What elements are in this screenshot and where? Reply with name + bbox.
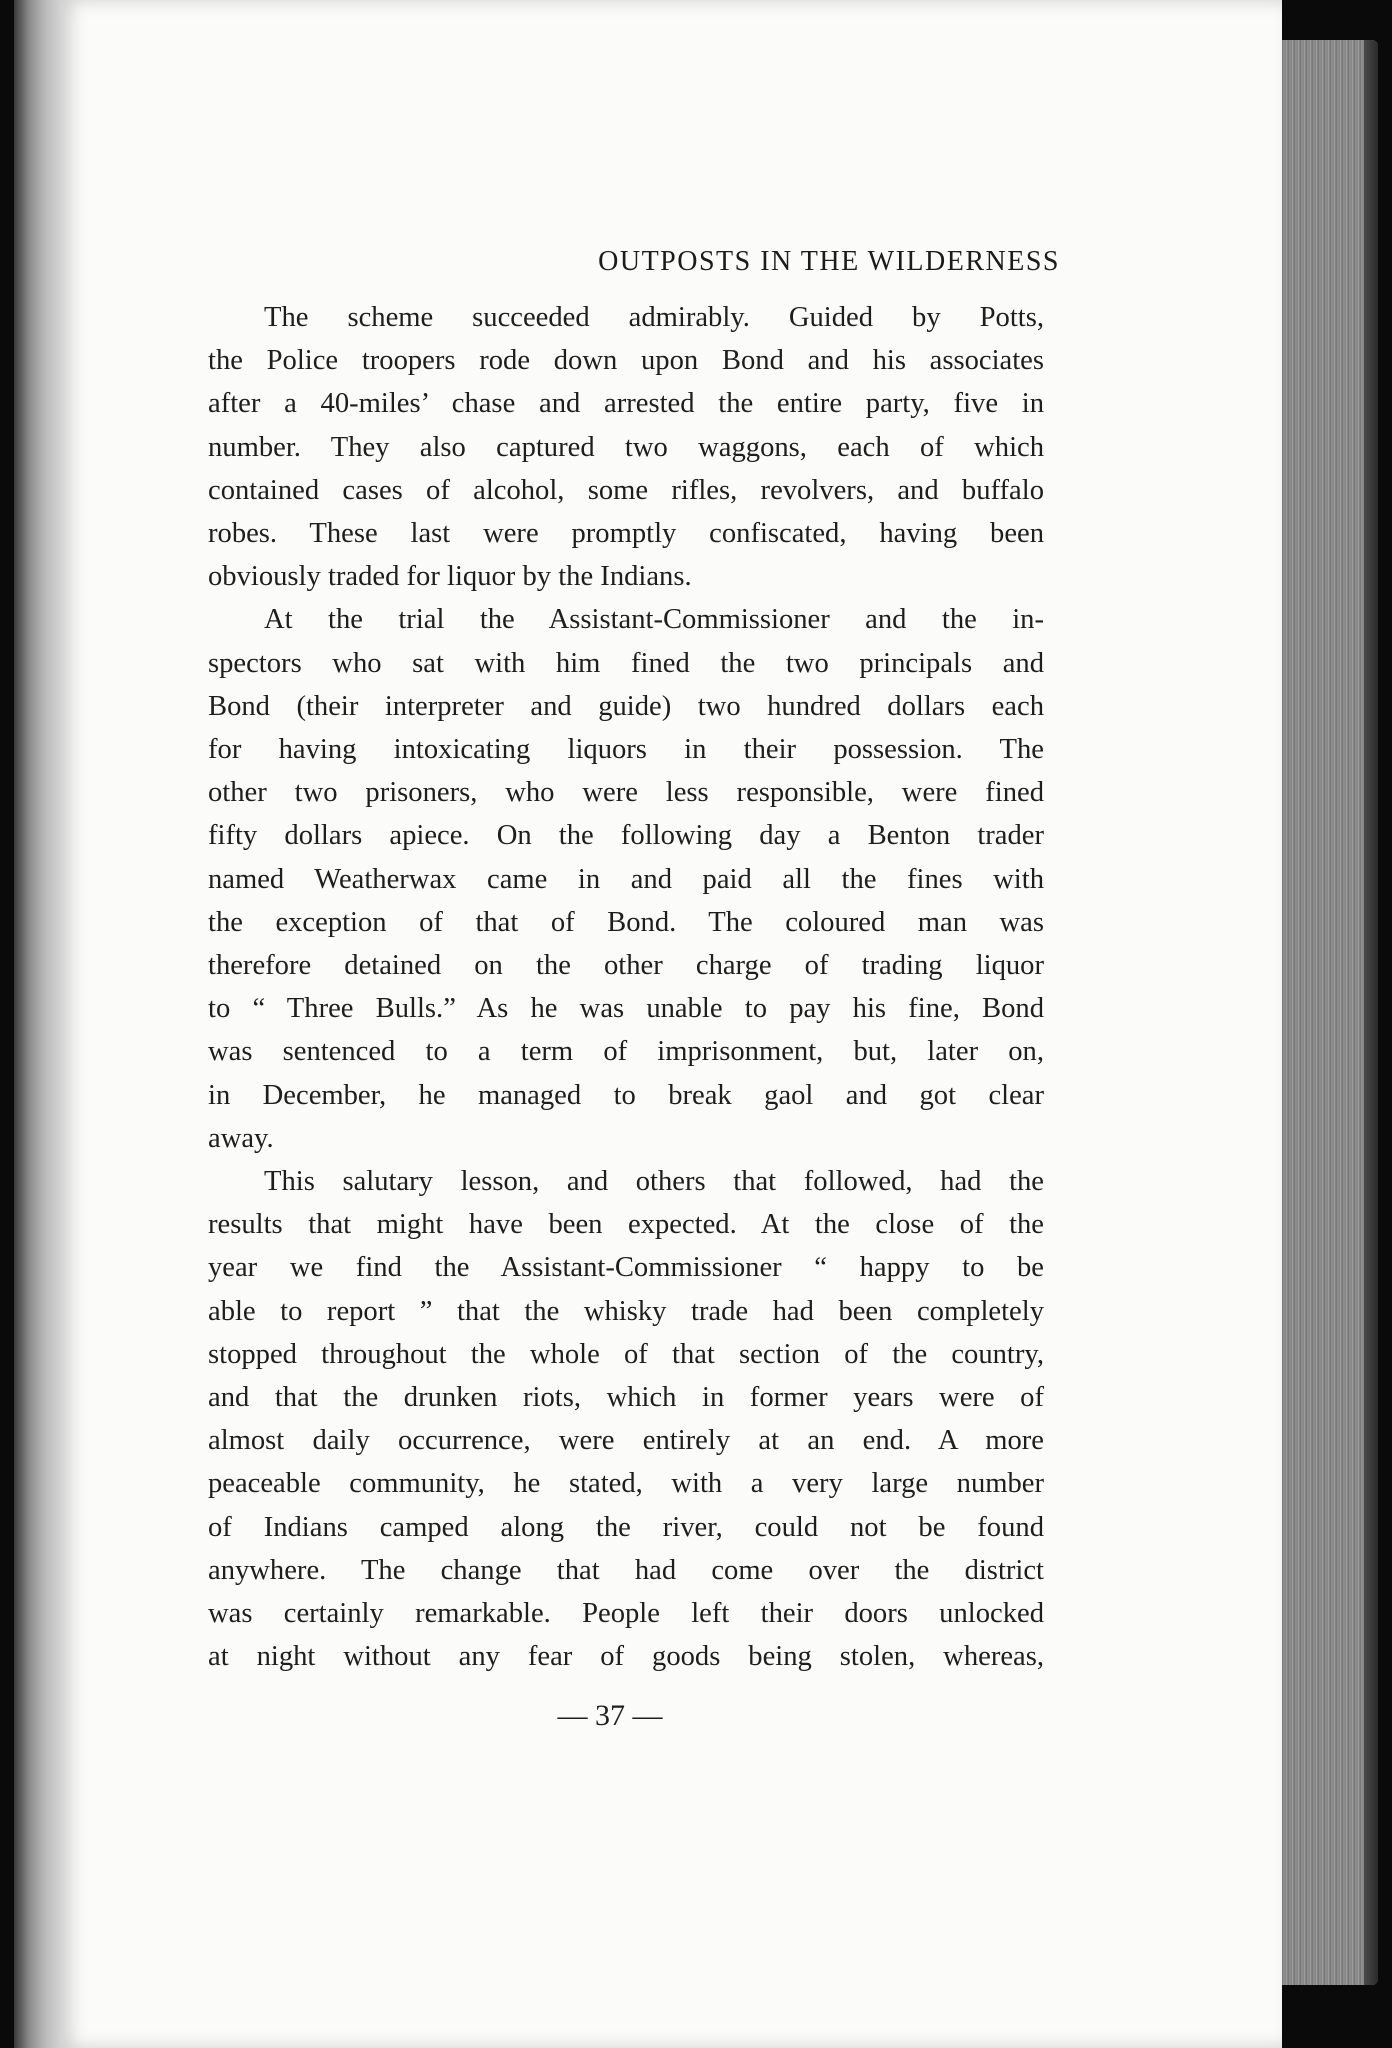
page-number: — 37 — <box>557 1699 663 1732</box>
text-line: named Weatherwax came in and paid all the fines with <box>208 863 1044 895</box>
body-text <box>208 296 1044 1679</box>
text-line: therefore detained on the other charge of trading liquor <box>208 950 1044 982</box>
text-line: robes. These last were promptly confiscated, having been <box>208 518 1044 550</box>
text-line: This salutary lesson, and others that followed, had the <box>264 1166 1044 1198</box>
text-line: Bond (their interpreter and guide) two hundred dollars each <box>208 690 1044 722</box>
text-line: fifty dollars apiece. On the following day a Benton trader <box>208 820 1044 852</box>
text-line: contained cases of alcohol, some rifles, revolvers, and buffalo <box>208 474 1044 506</box>
paragraph-1 <box>208 296 1044 598</box>
text-line: peaceable community, he stated, with a very large number <box>208 1468 1044 1500</box>
text-line: The scheme succeeded admirably. Guided by Potts, <box>264 302 1044 333</box>
text-line: was certainly remarkable. People left their doors unlocked <box>208 1598 1044 1630</box>
text-line: for having intoxicating liquors in their possession. The <box>208 734 1044 766</box>
text-line: to “ Three Bulls.” As he was unable to pay his fine, Bond <box>208 993 1044 1025</box>
text-line: number. They also captured two waggons, each of which <box>208 431 1044 463</box>
text-line: of Indians camped along the river, could not be found <box>208 1511 1044 1543</box>
text-line: almost daily occurrence, were entirely at an end. A more <box>208 1425 1044 1457</box>
text-line: the Police troopers rode down upon Bond and his associates <box>208 345 1044 377</box>
text-line: spectors who sat with him fined the two principals and <box>208 647 1044 679</box>
running-head: OUTPOSTS IN THE WILDERNESS <box>598 246 1060 277</box>
paragraph-2 <box>208 598 1044 1160</box>
text-line: at night without any fear of goods being stolen, whereas, <box>208 1641 1044 1673</box>
text-line: was sentenced to a term of imprisonment, but, later on, <box>208 1036 1044 1068</box>
text-line: the exception of that of Bond. The coloured man was <box>208 906 1044 938</box>
text-line: away. <box>208 1122 274 1154</box>
text-line: results that might have been expected. At the close of the <box>208 1209 1044 1241</box>
text-line: able to report ” that the whisky trade had been completely <box>208 1295 1044 1327</box>
text-line: At the trial the Assistant-Commissioner and the in- <box>264 604 1044 636</box>
text-line: obviously traded for liquor by the Indians. <box>208 561 692 593</box>
page-fore-edge <box>1282 40 1378 1985</box>
text-line: after a 40-miles’ chase and arrested the entire party, five in <box>208 388 1044 420</box>
text-line: anywhere. The change that had come over the district <box>208 1554 1044 1586</box>
text-line: stopped throughout the whole of that section of the country, <box>208 1338 1044 1370</box>
paragraph-3 <box>208 1160 1044 1678</box>
text-line: year we find the Assistant-Commissioner “ happy to be <box>208 1252 1044 1284</box>
text-line: other two prisoners, who were less responsible, were fined <box>208 777 1044 809</box>
book-gutter <box>14 0 64 2048</box>
text-line: in December, he managed to break gaol and got clear <box>208 1079 1044 1111</box>
text-line: and that the drunken riots, which in former years were of <box>208 1382 1044 1414</box>
